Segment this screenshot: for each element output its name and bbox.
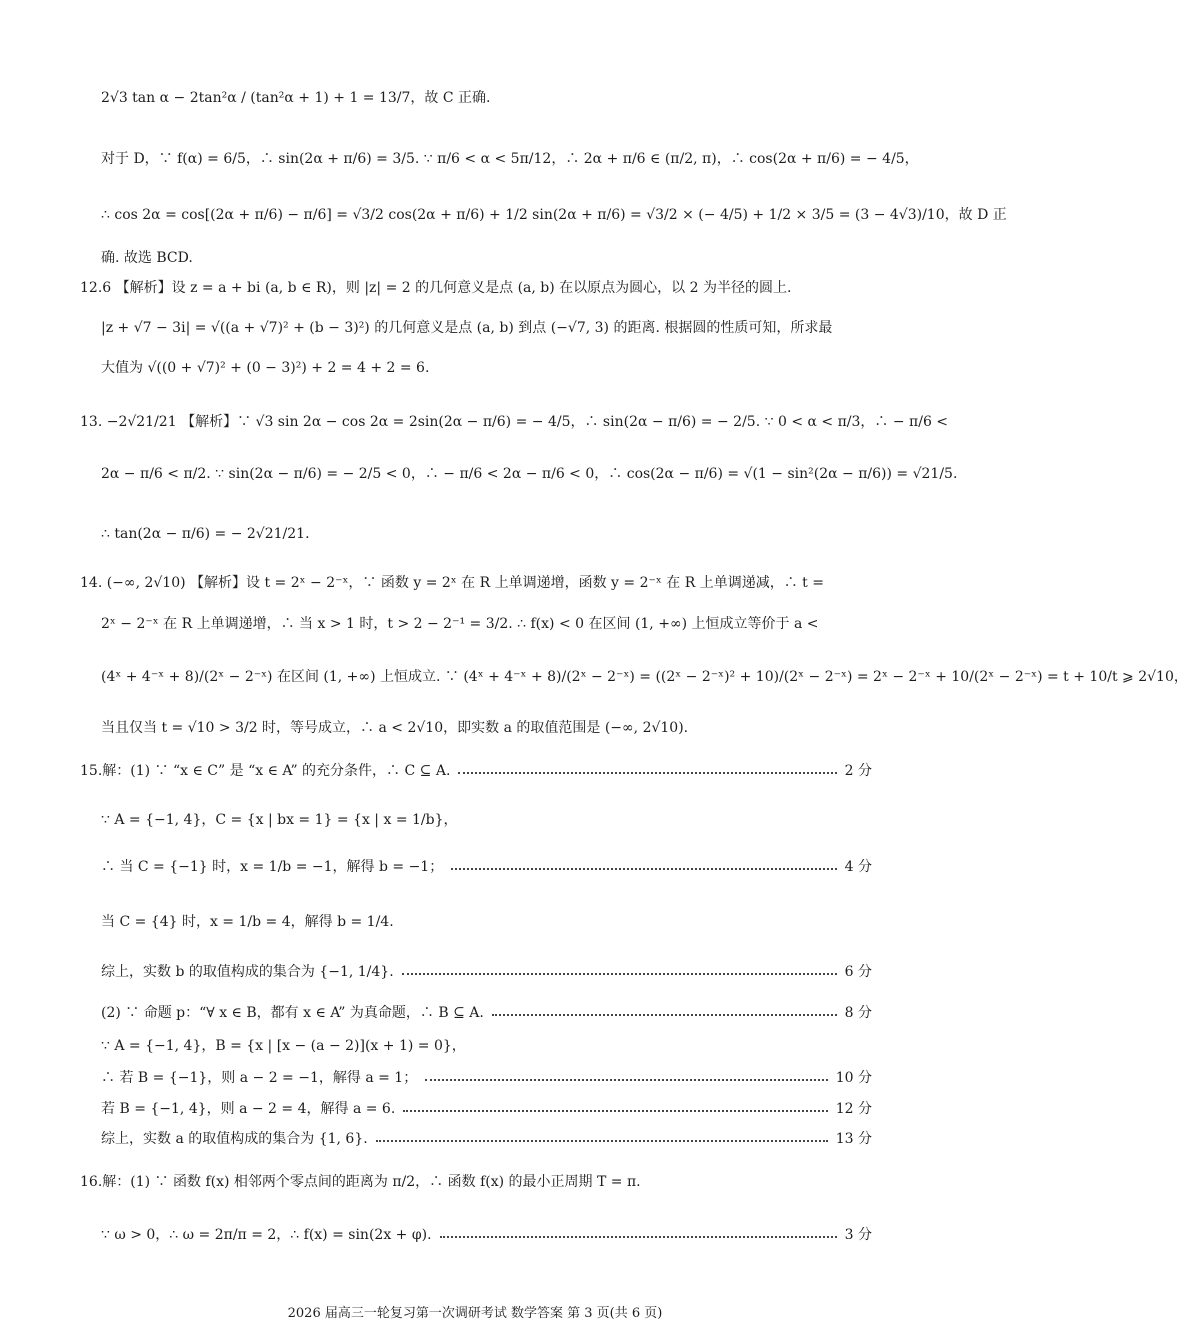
solution-line bbox=[80, 761, 872, 781]
solution-text: 综上，实数 b 的取值构成的集合为 {−1, 1/4}. bbox=[101, 964, 394, 980]
text-line: 当且仅当 t = √10 > 3/2 时，等号成立，∴ a < 2√10，即实数 a 的取值范围是 (−∞, 2√10). bbox=[101, 720, 689, 736]
dot-leader bbox=[425, 1079, 828, 1081]
solution-text: ∵ A = {−1, 4}，B = {x | [x − (a − 2)](x + 1) = 0}， bbox=[101, 1038, 466, 1054]
dot-leader bbox=[492, 1014, 837, 1016]
text-line: 2ˣ − 2⁻ˣ 在 R 上单调递增，∴ 当 x > 1 时，t > 2 − 2⁻¹ = 3/2. ∴ f(x) < 0 在区间 (1, +∞) 上恒成立等价于 a < bbox=[101, 616, 819, 632]
solution-text: 综上，实数 a 的取值构成的集合为 {1, 6}. bbox=[101, 1131, 368, 1147]
text-line: 对于 D，∵ f(α) = 6/5，∴ sin(2α + π/6) = 3/5. ∵ π/6 < α < 5π/12，∴ 2α + π/6 ∈ (π/2, π)，∴ cos(2α + π/6) = − 4/5， bbox=[101, 151, 919, 167]
solution-line bbox=[101, 1225, 872, 1245]
page-footer: 2026 届高三一轮复习第一次调研考试 数学答案 第 3 页(共 6 页) bbox=[287, 1306, 663, 1321]
solution-text: 当 C = {4} 时，x = 1/b = 4，解得 b = 1/4. bbox=[101, 914, 394, 930]
dot-leader bbox=[402, 973, 837, 975]
solution-text: ∴ 若 B = {−1}，则 a − 2 = −1，解得 a = 1； bbox=[101, 1070, 418, 1086]
dot-leader bbox=[451, 868, 836, 870]
solution-text: 若 B = {−1, 4}，则 a − 2 = 4，解得 a = 6. bbox=[101, 1101, 396, 1117]
text-line: 大值为 √((0 + √7)² + (0 − 3)²) + 2 = 4 + 2 = 6. bbox=[101, 360, 430, 376]
text-line: 14. (−∞, 2√10) 【解析】设 t = 2ˣ − 2⁻ˣ，∵ 函数 y = 2ˣ 在 R 上单调递增，函数 y = 2⁻ˣ 在 R 上单调递减，∴ t = bbox=[80, 575, 824, 591]
text-line: 确. 故选 BCD. bbox=[101, 250, 193, 266]
solution-line bbox=[101, 1068, 872, 1088]
text-line: |z + √7 − 3i| = √((a + √7)² + (b − 3)²) 的几何意义是点 (a, b) 到点 (−√7, 3) 的距离. 根据圆的性质可知，所求最 bbox=[101, 320, 833, 336]
solution-line bbox=[101, 962, 872, 982]
solution-text: 16.解：(1) ∵ 函数 f(x) 相邻两个零点间的距离为 π/2，∴ 函数 f(x) 的最小正周期 T = π. bbox=[80, 1174, 641, 1190]
score-label: 2 分 bbox=[844, 763, 872, 779]
solution-line bbox=[101, 1099, 872, 1119]
text-line: ∴ tan(2α − π/6) = − 2√21/21. bbox=[101, 526, 310, 542]
text-line: 2α − π/6 < π/2. ∵ sin(2α − π/6) = − 2/5 < 0，∴ − π/6 < 2α − π/6 < 0，∴ cos(2α − π/6) = √(1 − sin²(2α − π/6)) = √21/5. bbox=[101, 466, 958, 482]
text-line: ∴ cos 2α = cos[(2α + π/6) − π/6] = √3/2 cos(2α + π/6) + 1/2 sin(2α + π/6) = √3/2 × (− 4/5) + 1/2 × 3/5 = (3 − 4√3)/10，故 D 正 bbox=[101, 207, 1007, 223]
dot-leader bbox=[376, 1140, 828, 1142]
text-line: (4ˣ + 4⁻ˣ + 8)/(2ˣ − 2⁻ˣ) 在区间 (1, +∞) 上恒成立. ∵ (4ˣ + 4⁻ˣ + 8)/(2ˣ − 2⁻ˣ) = ((2ˣ − 2⁻ˣ)² + 10)/(2ˣ − 2⁻ˣ) = 2ˣ − 2⁻ˣ + 10/(2ˣ − 2⁻ˣ) = t + 10/t ⩾ 2√10， bbox=[101, 669, 1188, 685]
solution-line bbox=[101, 1129, 872, 1149]
score-label: 10 分 bbox=[835, 1070, 872, 1086]
solution-text: 15.解：(1) ∵ “x ∈ C” 是 “x ∈ A” 的充分条件，∴ C ⊆ A. bbox=[80, 763, 451, 779]
dot-leader bbox=[458, 772, 836, 774]
dot-leader bbox=[440, 1236, 837, 1238]
solution-text: ∴ 当 C = {−1} 时，x = 1/b = −1，解得 b = −1； bbox=[101, 859, 444, 875]
score-label: 4 分 bbox=[844, 859, 872, 875]
text-line: 12.6 【解析】设 z = a + bi (a, b ∈ R)，则 |z| = 2 的几何意义是点 (a, b) 在以原点为圆心，以 2 为半径的圆上. bbox=[80, 280, 792, 296]
solution-text: ∵ ω > 0，∴ ω = 2π/π = 2，∴ f(x) = sin(2x + φ). bbox=[101, 1227, 432, 1243]
score-label: 8 分 bbox=[844, 1005, 872, 1021]
score-label: 6 分 bbox=[844, 964, 872, 980]
solution-line bbox=[101, 857, 872, 877]
text-line: 2√3 tan α − 2tan²α / (tan²α + 1) + 1 = 13/7，故 C 正确. bbox=[101, 90, 491, 106]
dot-leader bbox=[403, 1110, 827, 1112]
score-label: 3 分 bbox=[844, 1227, 872, 1243]
score-label: 13 分 bbox=[835, 1131, 872, 1147]
score-label: 12 分 bbox=[835, 1101, 872, 1117]
solution-text: (2) ∵ 命题 p：“∀ x ∈ B，都有 x ∈ A” 为真命题，∴ B ⊆ A. bbox=[101, 1005, 484, 1021]
text-line: 13. −2√21/21 【解析】∵ √3 sin 2α − cos 2α = 2sin(2α − π/6) = − 4/5，∴ sin(2α − π/6) = − 2/5. ∵ 0 < α < π/3，∴ − π/6 < bbox=[80, 414, 949, 430]
solution-text: ∵ A = {−1, 4}，C = {x | bx = 1} = {x | x = 1/b}， bbox=[101, 812, 458, 828]
solution-line bbox=[101, 1003, 872, 1023]
